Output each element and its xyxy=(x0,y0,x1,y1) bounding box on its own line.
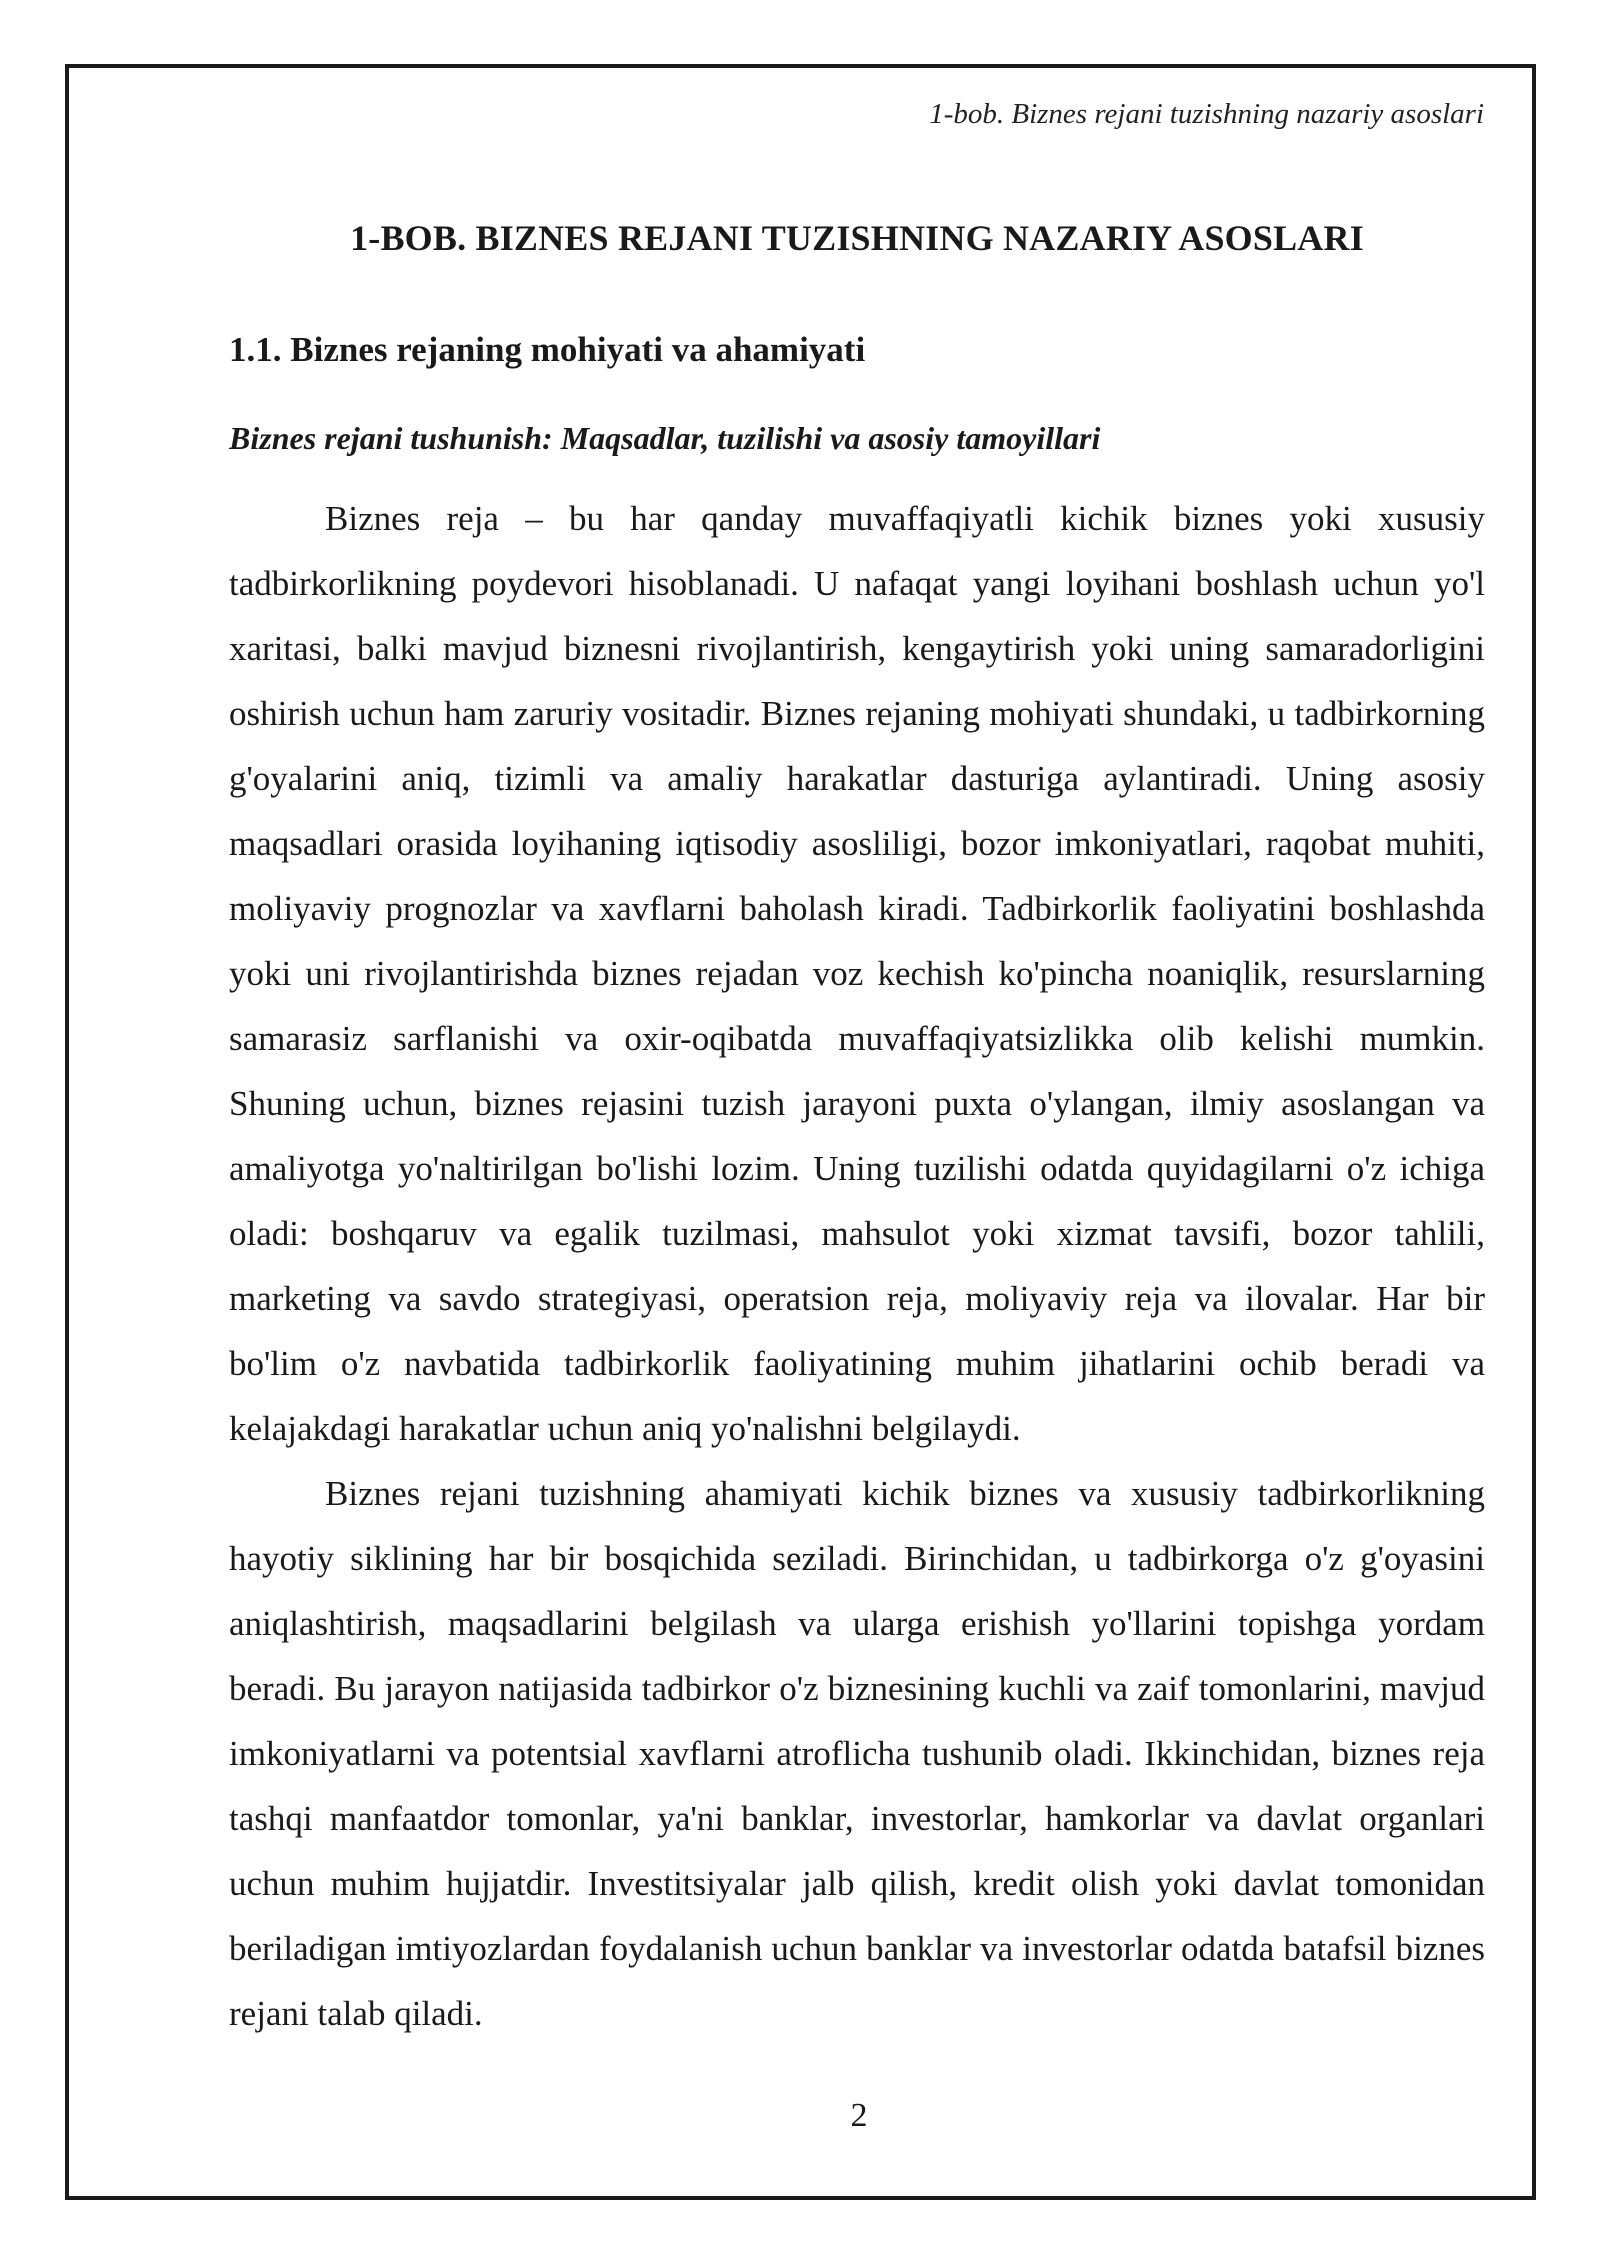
subsection-title: Biznes rejani tushunish: Maqsadlar, tuzilishi va asosiy tamoyillari xyxy=(229,420,1101,456)
body-text xyxy=(229,486,1485,2046)
paragraph-2: Biznes rejani tuzishning ahamiyati kichik biznes va xususiy tadbirkorlikning hayotiy siklining har bir bosqichida seziladi. Birinchidan, u tadbirkorga o'z g'oyasini aniqlashtirish, maqsadlarini belgilash va ularga erishish yo'llarini topishga yordam beradi. Bu jarayon natijasida tadbirkor o'z biznesining kuchli va zaif tomonlarini, mavjud imkoniyatlarni va potentsial xavflarni atroflicha tushunib oladi. Ikkinchidan, biznes reja tashqi manfaatdor tomonlar, ya'ni banklar, investorlar, hamkorlar va davlat organlari uchun muhim hujjatdir. Investitsiyalar jalb qilish, kredit olish yoki davlat tomonidan beriladigan imtiyozlardan foydalanish uchun banklar va investorlar odatda batafsil biznes rejani talab qiladi. xyxy=(229,1474,1485,2033)
page-number: 2 xyxy=(850,2097,868,2134)
chapter-title: 1-BOB. BIZNES REJANI TUZISHNING NAZARIY ASOSLARI xyxy=(350,218,1364,258)
running-header: 1-bob. Biznes rejani tuzishning nazariy asoslari xyxy=(929,98,1484,130)
section-title: 1.1. Biznes rejaning mohiyati va ahamiyati xyxy=(229,330,866,369)
paragraph-1: Biznes reja – bu har qanday muvaffaqiyatli kichik biznes yoki xususiy tadbirkorlikning poydevori hisoblanadi. U nafaqat yangi loyihani boshlash uchun yo'l xaritasi, balki mavjud biznesni rivojlantirish, kengaytirish yoki uning samaradorligini oshirish uchun ham zaruriy vositadir. Biznes rejaning mohiyati shundaki, u tadbirkorning g'oyalarini aniq, tizimli va amaliy harakatlar dasturiga aylantiradi. Uning asosiy maqsadlari orasida loyihaning iqtisodiy asosliligi, bozor imkoniyatlari, raqobat muhiti, moliyaviy prognozlar va xavflarni baholash kiradi. Tadbirkorlik faoliyatini boshlashda yoki uni rivojlantirishda biznes rejadan voz kechish ko'pincha noaniqlik, resurslarning samarasiz sarflanishi va oxir-oqibatda muvaffaqiyatsizlikka olib kelishi mumkin. Shuning uchun, biznes rejasini tuzish jarayoni puxta o'ylangan, ilmiy asoslangan va amaliyotga yo'naltirilgan bo'lishi lozim. Uning tuzilishi odatda quyidagilarni o'z ichiga oladi: boshqaruv va egalik tuzilmasi, mahsulot yoki xizmat tavsifi, bozor tahlili, marketing va savdo strategiyasi, operatsion reja, moliyaviy reja va ilovalar. Har bir bo'lim o'z navbatida tadbirkorlik faoliyatining muhim jihatlarini ochib beradi va kelajakdagi harakatlar uchun aniq yo'nalishni belgilaydi. xyxy=(229,499,1485,1448)
